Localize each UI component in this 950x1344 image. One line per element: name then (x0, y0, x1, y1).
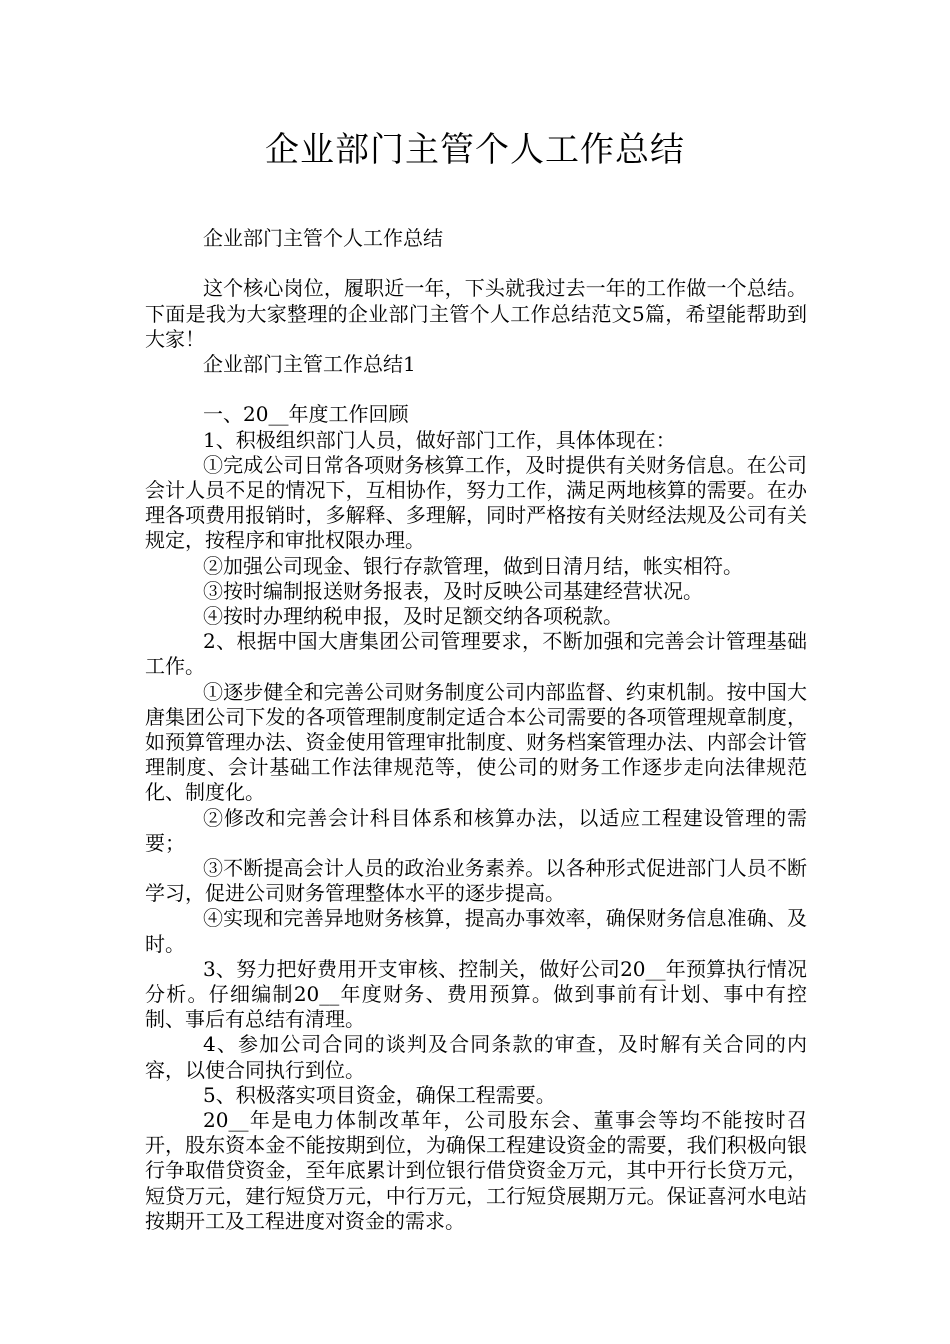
paragraph-item-2-b: ②修改和完善会计科目体系和核算办法，以适应工程建设管理的需要； (145, 805, 807, 855)
paragraph-item-2-c: ③不断提高会计人员的政治业务素养。以各种形式促进部门人员不断学习，促进公司财务管理整体水平的逐步提高。 (145, 856, 807, 906)
paragraph-item-4: 4、参加公司合同的谈判及合同条款的审查，及时解有关合同的内容，以使合同执行到位。 (145, 1032, 807, 1082)
blank-line (145, 251, 807, 276)
section-heading: 企业部门主管工作总结1 (203, 352, 416, 376)
paragraph-item-3: 3、努力把好费用开支审核、控制关，做好公司20__年预算执行情况分析。仔细编制20__年度财务、费用预算。做到事前有计划、事中有控制、事后有总结有清理。 (145, 956, 807, 1032)
paragraph-item-1-c: ③按时编制报送财务报表，及时反映公司基建经营状况。 (203, 578, 703, 603)
document-body (145, 226, 807, 1234)
subsection-heading: 一、20__年度工作回顾 (203, 402, 409, 427)
paragraph-funding: 20__年是电力体制改革年，公司股东会、董事会等均不能按时召开，股东资本金不能按期到位，为确保工程建设资金的需要，我们积极向银行争取借贷资金，至年底累计到位银行借贷资金万元，其中开行长贷万元，短贷万元，建行短贷万元，中行万元，工行短贷展期万元。保证喜河水电站按期开工及工程进度对资金的需求。 (145, 1108, 807, 1233)
paragraph-subtitle: 企业部门主管个人工作总结 (203, 226, 443, 250)
paragraph-item-2-d: ④实现和完善异地财务核算，提高办事效率，确保财务信息准确、及时。 (145, 906, 807, 956)
paragraph-item-1: 1、积极组织部门人员，做好部门工作，具体体现在： (203, 427, 676, 452)
paragraph-intro: 这个核心岗位，履职近一年，下头就我过去一年的工作做一个总结。下面是我为大家整理的企业部门主管个人工作总结范文5篇，希望能帮助到大家！ (145, 276, 807, 351)
document-title: 企业部门主管个人工作总结 (265, 130, 685, 170)
paragraph-item-5: 5、积极落实项目资金，确保工程需要。 (203, 1082, 556, 1107)
paragraph-item-2-a: ①逐步健全和完善公司财务制度公司内部监督、约束机制。按中国大唐集团公司下发的各项管理制度制定适合本公司需要的各项管理规章制度，如预算管理办法、资金使用管理审批制度、财务档案管理办法、内部会计管理制度、会计基础工作法律规范等，使公司的财务工作逐步走向法律规范化、制度化。 (145, 679, 807, 805)
paragraph-item-2: 2、根据中国大唐集团公司管理要求，不断加强和完善会计管理基础工作。 (145, 629, 807, 679)
paragraph-item-1-b: ②加强公司现金、银行存款管理，做到日清月结，帐实相符。 (203, 553, 743, 578)
paragraph-item-1-d: ④按时办理纳税申报，及时足额交纳各项税款。 (203, 604, 623, 629)
blank-line (145, 377, 807, 402)
paragraph-item-1-a: ①完成公司日常各项财务核算工作，及时提供有关财务信息。在公司会计人员不足的情况下，互相协作，努力工作，满足两地核算的需要。在办理各项费用报销时，多解释、多理解，同时严格按有关财经法规及公司有关规定，按程序和审批权限办理。 (145, 452, 807, 553)
